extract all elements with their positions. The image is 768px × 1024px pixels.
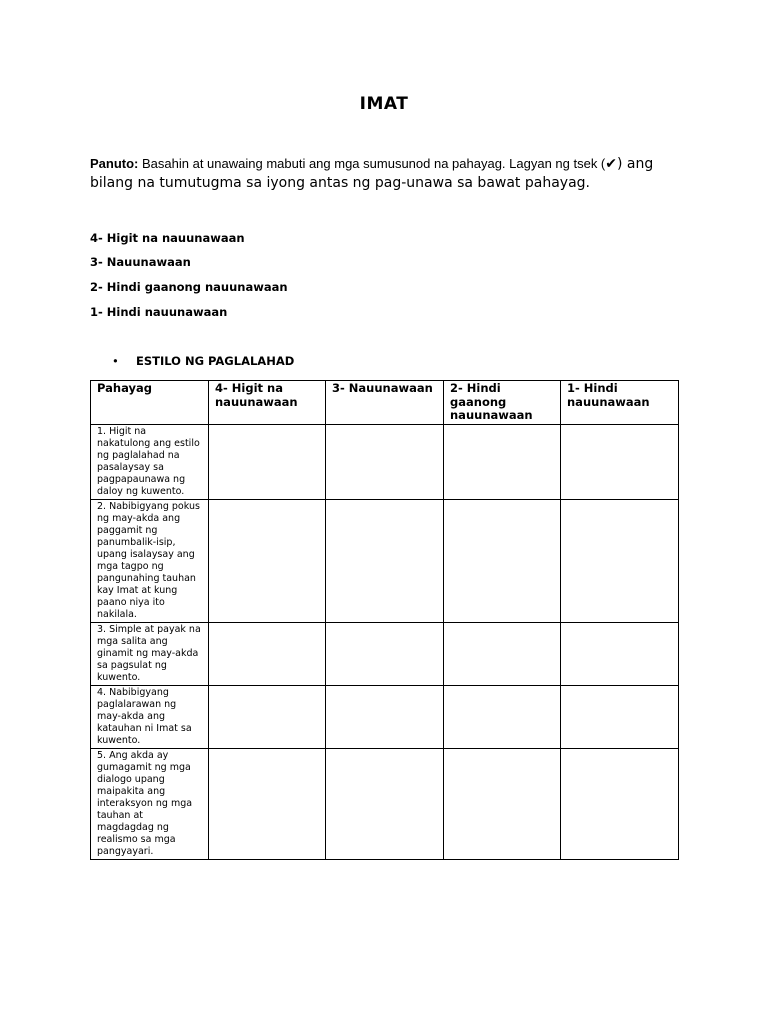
rating-cell-3[interactable] [326,499,444,622]
rating-cell-2[interactable] [444,748,561,859]
scale-item-1: 1- Hindi nauunawaan [90,305,228,319]
rating-cell-2[interactable] [444,424,561,499]
rating-cell-1[interactable] [561,499,679,622]
table-header-row [91,381,679,425]
statement-3: 3. Simple at payak na mga salita ang ginamit ng may-akda sa pagsulat ng kuwento. [91,622,209,685]
rating-cell-1[interactable] [561,424,679,499]
bullet-icon: • [112,354,119,368]
rating-cell-4[interactable] [209,748,326,859]
statement-4: 4. Nabibigyang paglalarawan ng may-akda ang katauhan ni Imat sa kuwento. [91,685,209,748]
statement-5: 5. Ang akda ay gumagamit ng mga dialogo upang maipakita ang interaksyon ng mga tauhan at magdagdag ng realismo sa mga pangyayari. [91,748,209,859]
rating-cell-4[interactable] [209,622,326,685]
rating-table [90,380,679,860]
header-rating-3: 3- Nauunawaan [326,381,444,425]
rating-cell-2[interactable] [444,622,561,685]
rating-cell-3[interactable] [326,748,444,859]
table-row [91,748,679,859]
check-mark-icon: ✔ [605,156,617,172]
header-pahayag: Pahayag [91,381,209,425]
rating-cell-4[interactable] [209,424,326,499]
table-row [91,622,679,685]
section-title: ESTILO NG PAGLALAHAD [136,354,295,368]
rating-cell-4[interactable] [209,685,326,748]
instructions-text-1: Basahin at unawaing mabuti ang mga sumusunod na pahayag. Lagyan ng tsek ( [138,156,606,171]
scale-item-4: 4- Higit na nauunawaan [90,231,245,245]
rating-cell-1[interactable] [561,748,679,859]
rating-cell-2[interactable] [444,499,561,622]
instructions-label: Panuto: [90,156,139,171]
rating-cell-3[interactable] [326,424,444,499]
rating-cell-2[interactable] [444,685,561,748]
rating-cell-4[interactable] [209,499,326,622]
rating-cell-3[interactable] [326,685,444,748]
page-title: IMAT [359,94,409,114]
statement-2: 2. Nabibigyang pokus ng may-akda ang paggamit ng panumbalik-isip, upang isalaysay ang mga tagpo ng pangunahing tauhan kay Imat at kung paano niya ito nakilala. [91,499,209,622]
rating-cell-1[interactable] [561,622,679,685]
table-row [91,499,679,622]
header-rating-2: 2- Hindi gaanong nauunawaan [444,381,561,425]
instructions-text-2: ) ang bilang na tumutugma sa iyong antas ng pag-unawa sa bawat pahayag. [90,156,654,191]
rating-cell-1[interactable] [561,685,679,748]
statement-1: 1. Higit na nakatulong ang estilo ng paglalahad na pasalaysay sa pagpapaunawa ng daloy ng kuwento. [91,424,209,499]
rating-cell-3[interactable] [326,622,444,685]
scale-item-2: 2- Hindi gaanong nauunawaan [90,280,288,294]
table-row [91,424,679,499]
section-heading [112,354,294,368]
instructions [90,154,690,193]
header-rating-1: 1- Hindi nauunawaan [561,381,679,425]
header-rating-4: 4- Higit na nauunawaan [209,381,326,425]
table-row [91,685,679,748]
scale-item-3: 3- Nauunawaan [90,255,191,269]
